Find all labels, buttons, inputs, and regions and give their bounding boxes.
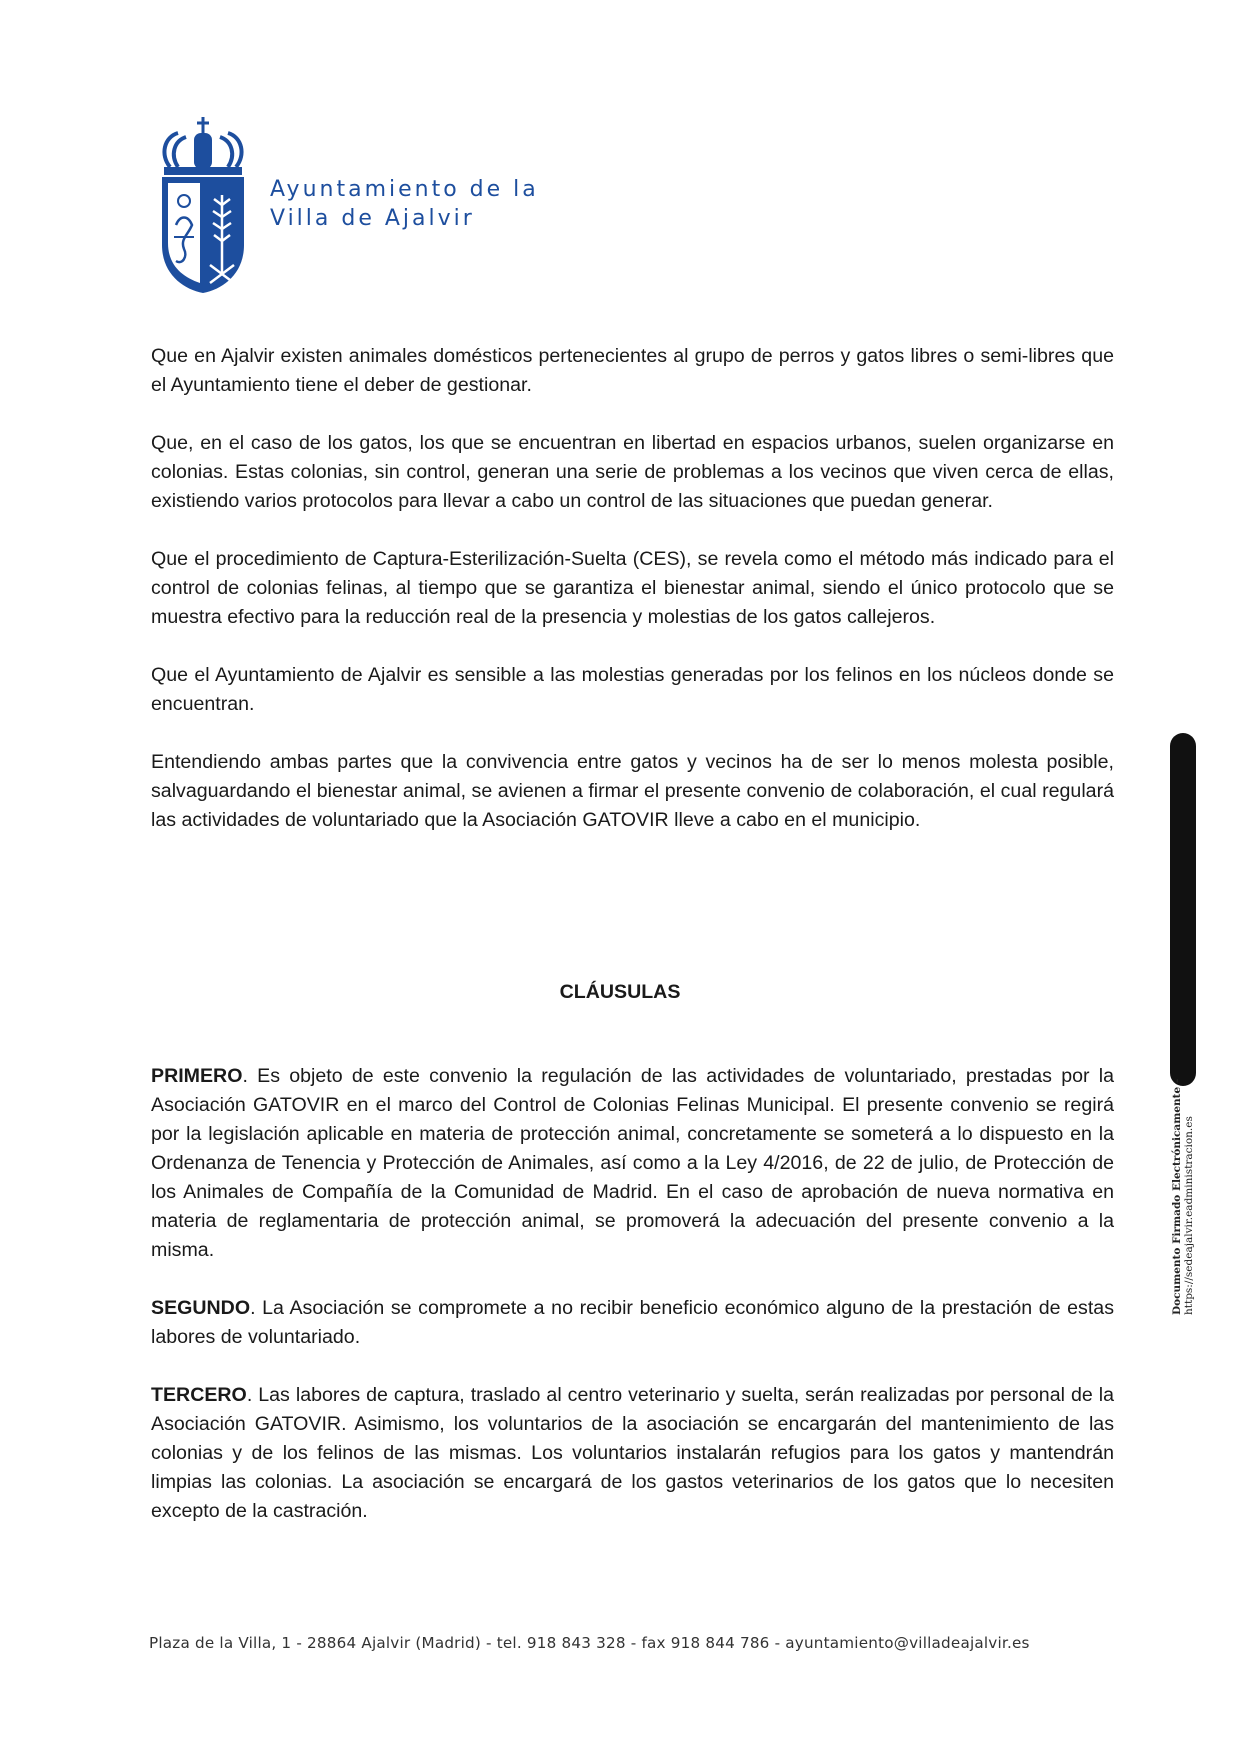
clause-key: TERCERO	[151, 1384, 247, 1406]
intro-paragraph: Que el procedimiento de Captura-Esterilización-Suelta (CES), se revela como el método más indicado para el control de colonias felinas, al tiempo que se garantiza el bienestar animal, siendo el único protocolo que se muestra efectivo para la reducción real de la presencia y molestias de los gatos callejeros.	[151, 548, 1114, 628]
intro-paragraph: Que el Ayuntamiento de Ajalvir es sensible a las molestias generadas por los felinos en los núcleos donde se encuentran.	[151, 664, 1114, 715]
clause-key: PRIMERO	[151, 1065, 243, 1087]
clause-text: . Las labores de captura, traslado al centro veterinario y suelta, serán realizadas por personal de la Asociación GATOVIR. Asimismo, los voluntarios de la asociación se encargarán del mantenimiento de las colonias y de los felinos de las mismas. Los voluntarios instalarán refugios para los gatos y mantendrán limpias las colonias. La asociación se encargará de los gastos veterinarios de los gatos que lo necesiten excepto de la castración.	[151, 1384, 1114, 1522]
intro-paragraph: Que, en el caso de los gatos, los que se encuentran en libertad en espacios urbanos, suelen organizarse en colonias. Estas colonias, sin control, generan una serie de problemas a los vecinos que viven cerca de ellas, existiendo varios protocolos para llevar a cabo un control de las situaciones que puedan generar.	[151, 432, 1114, 512]
intro-section	[151, 342, 1114, 864]
clause-paragraph	[151, 1294, 1114, 1352]
organization-name	[270, 175, 539, 233]
coat-of-arms-icon	[158, 115, 248, 295]
intro-paragraph: Entendiendo ambas partes que la convivencia entre gatos y vecinos ha de ser lo menos molesta posible, salvaguardando el bienestar animal, se avienen a firmar el presente convenio de colaboración, el cual regulará las actividades de voluntariado que la Asociación GATOVIR lleve a cabo en el municipio.	[151, 751, 1114, 831]
page-footer: Plaza de la Villa, 1 - 28864 Ajalvir (Madrid) - tel. 918 843 328 - fax 918 844 786 - ayuntamiento@villadeajalvir.es	[149, 1634, 1030, 1652]
clauses-heading: CLÁUSULAS	[559, 981, 681, 1003]
clause-text: . Es objeto de este convenio la regulación de las actividades de voluntariado, prestadas por la Asociación GATOVIR en el marco del Control de Colonias Felinas Municipal. El presente convenio se regirá por la legislación aplicable en materia de protección animal, concretamente se someterá a lo dispuesto en la Ordenanza de Tenencia y Protección de Animales, así como a la Ley 4/2016, de 22 de julio, de Protección de los Animales de Compañía de la Comunidad de Madrid. En el caso de aprobación de nueva normativa en materia de reglamentaria de protección animal, se promoverá la adecuación del presente convenio a la misma.	[151, 1065, 1114, 1261]
org-name-line2: Villa de Ajalvir	[270, 206, 475, 231]
signature-stamp-url[interactable]: https://sedeajalvir.eadministracion.es	[1183, 1116, 1195, 1315]
clause-paragraph	[151, 1062, 1114, 1265]
signature-stamp-line1: Documento Firmado Electrónicamente -	[1171, 1078, 1183, 1315]
org-name-line1: Ayuntamiento de la	[270, 177, 539, 202]
clause-paragraph	[151, 1381, 1114, 1526]
clause-key: SEGUNDO	[151, 1297, 251, 1319]
intro-paragraph: Que en Ajalvir existen animales domésticos pertenecientes al grupo de perros y gatos libres o semi-libres que el Ayuntamiento tiene el deber de gestionar.	[151, 345, 1114, 396]
signature-redaction-bar	[1170, 733, 1196, 1086]
clauses-section	[151, 1062, 1114, 1555]
clause-text: . La Asociación se compromete a no recibir beneficio económico alguno de la prestación de estas labores de voluntariado.	[151, 1297, 1114, 1348]
